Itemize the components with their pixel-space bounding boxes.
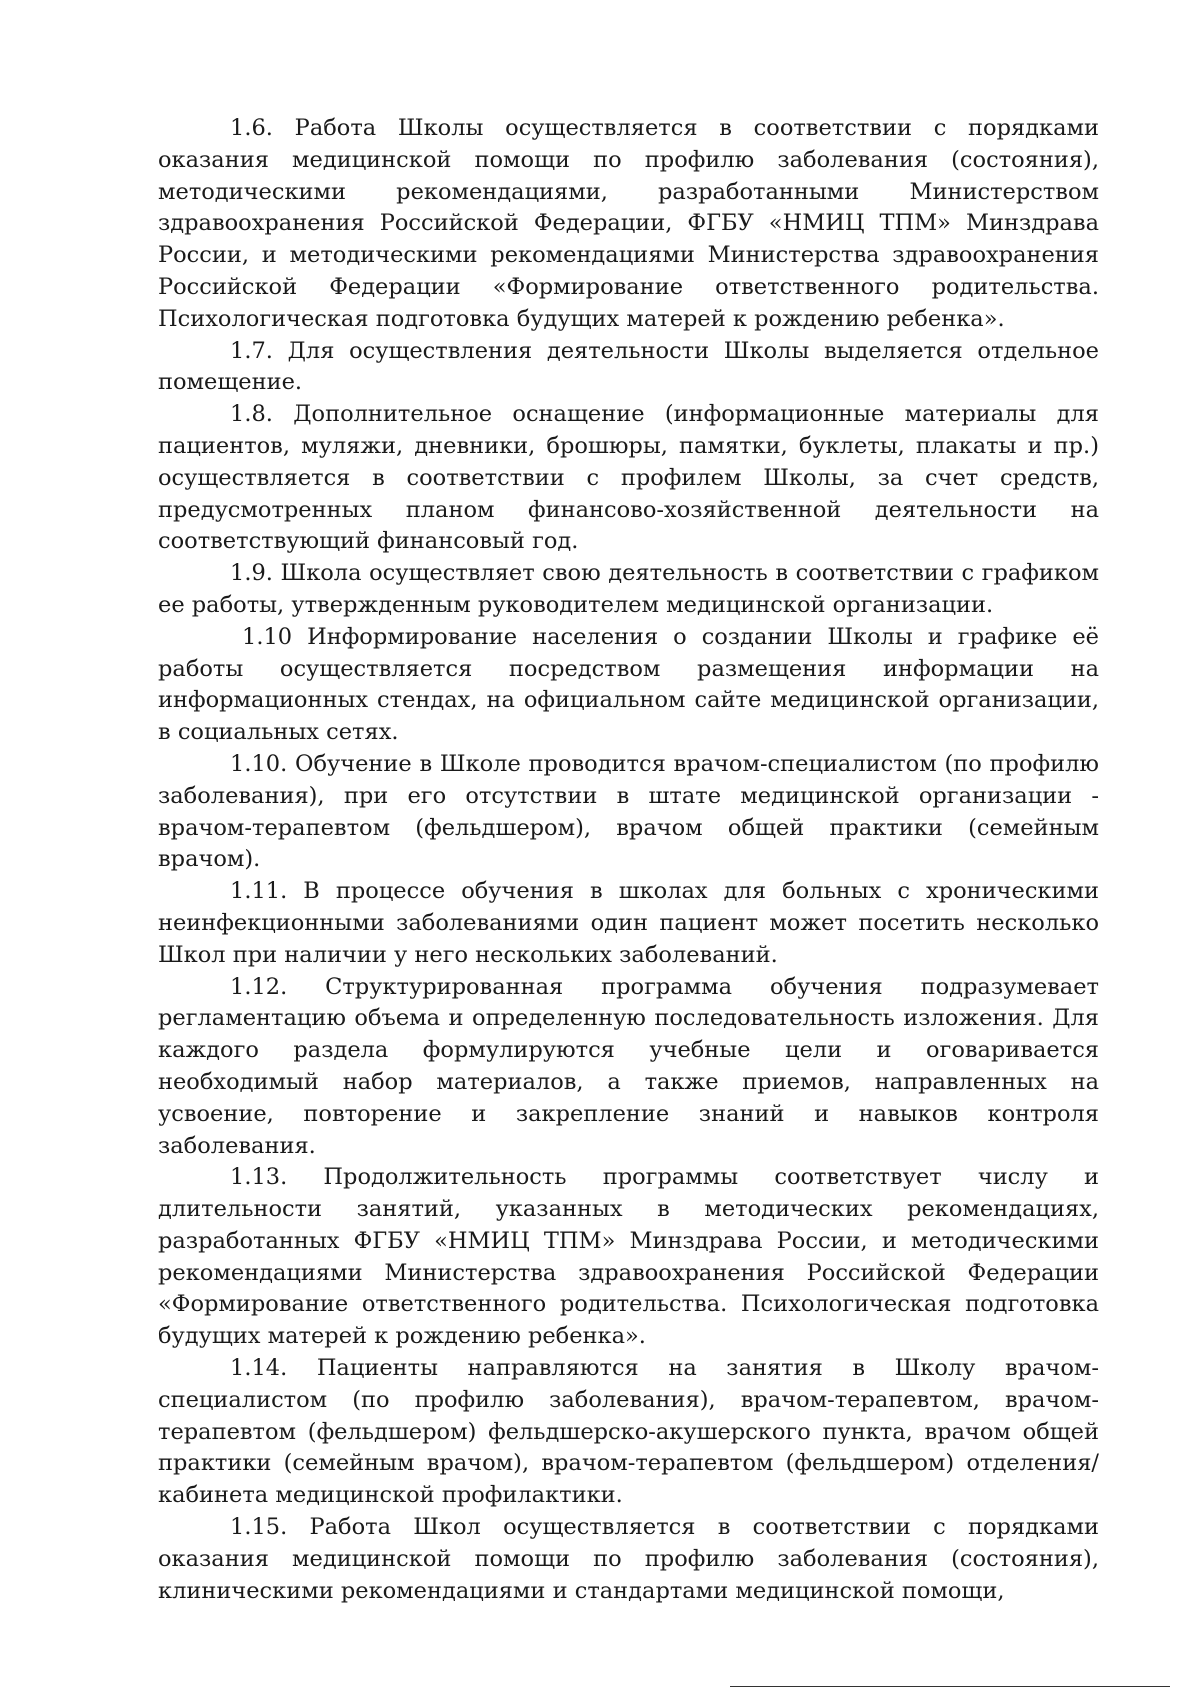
paragraph-1-11: 1.11. В процессе обучения в школах для больных с хроническими неинфекционными заболеваниями один пациент может посетить несколько Школ при наличии у него нескольких заболеваний.: [158, 878, 1099, 968]
paragraph-1-10-informing: 1.10 Информирование населения о создании Школы и графике её работы осуществляется посредством размещения информации на информационных стендах, на официальном сайте медицинской организации, в социальных сетях.: [158, 623, 1099, 746]
paragraph-1-6: 1.6. Работа Школы осуществляется в соответствии с порядками оказания медицинской помощи по профилю заболевания (состояния), методическими рекомендациями, разработанными Министерством здравоохранения Российской Федерации, ФГБУ «НМИЦ ТПМ» Минздрава России, и методическими рекомендациями Министерства здравоохранения Российской Федерации «Формирование ответственного родительства. Психологическая подготовка будущих матерей к рождению ребенка».: [158, 115, 1099, 332]
paragraph-1-7: 1.7. Для осуществления деятельности Школы выделяется отдельное помещение.: [158, 337, 1099, 396]
paragraph-1-13: 1.13. Продолжительность программы соответствует числу и длительности занятий, указанных в методических рекомендациях, разработанных ФГБУ «НМИЦ ТПМ» Минздрава России, и методическими рекомендациями Министерства здравоохранения Российской Федерации «Формирование ответственного родительства. Психологическая подготовка будущих матерей к рождению ребенка».: [158, 1164, 1099, 1350]
paragraph-1-14: 1.14. Пациенты направляются на занятия в Школу врачом-специалистом (по профилю заболевания), врачом-терапевтом, врачом-терапевтом (фельдшером) фельдшерско-акушерского пункта, врачом общей практики (семейным врачом), врачом-терапевтом (фельдшером) отделения/кабинета медицинской профилактики.: [158, 1355, 1099, 1509]
bottom-rule: [730, 1686, 1170, 1687]
paragraph-1-9: 1.9. Школа осуществляет свою деятельность в соответствии с графиком ее работы, утвержденным руководителем медицинской организации.: [158, 560, 1099, 618]
paragraph-1-12: 1.12. Структурированная программа обучения подразумевает регламентацию объема и определенную последовательность изложения. Для каждого раздела формулируются учебные цели и оговаривается необходимый набор материалов, а также приемов, направленных на усвоение, повторение и закрепление знаний и навыков контроля заболевания.: [158, 973, 1099, 1159]
document-body: [158, 113, 1099, 1607]
paragraph-1-10-training: 1.10. Обучение в Школе проводится врачом-специалистом (по профилю заболевания), при его отсутствии в штате медицинской организации - врачом-терапевтом (фельдшером), врачом общей практики (семейным врачом).: [158, 750, 1099, 873]
paragraph-1-15: 1.15. Работа Школ осуществляется в соответствии с порядками оказания медицинской помощи по профилю заболевания (состояния), клиническими рекомендациями и стандартами медицинской помощи,: [158, 1514, 1099, 1604]
paragraph-1-8: 1.8. Дополнительное оснащение (информационные материалы для пациентов, муляжи, дневники, брошюры, памятки, буклеты, плакаты и пр.) осуществляется в соответствии с профилем Школы, за счет средств, предусмотренных планом финансово-хозяйственной деятельности на соответствующий финансовый год.: [158, 401, 1099, 555]
